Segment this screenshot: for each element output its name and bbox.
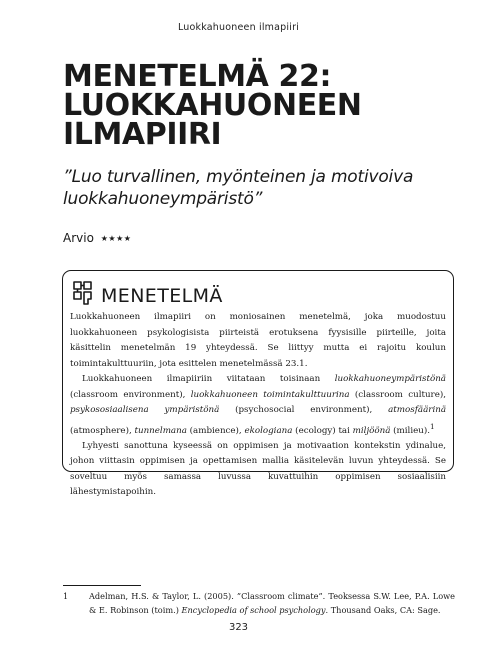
chapter-title-line: MENETELMÄ 22: bbox=[63, 59, 332, 94]
method-paragraph: Luokkahuoneen ilmapiiri on moniosainen menetelmä, joka muodostuu luokkahuoneen psykologisista piirteistä erotuksena fyysisille piirteille, joita käsittelin menetelmän 19 yhteydessä. Se liittyy mutta ei rajoitu koulun toimintakulttuuriin, jota esittelen menetelmässä 23.1. bbox=[70, 312, 446, 369]
method-box bbox=[62, 270, 454, 498]
chapter-subtitle bbox=[63, 166, 463, 210]
footnote-number: 1 bbox=[63, 591, 69, 601]
chapter-title-line: LUOKKAHUONEEN bbox=[63, 88, 362, 123]
method-heading: MENETELMÄ bbox=[101, 285, 223, 307]
rating-label: Arvio bbox=[63, 231, 94, 245]
running-head: Luokkahuoneen ilmapiiri bbox=[177, 22, 300, 33]
footnote-divider bbox=[63, 585, 141, 586]
subtitle-line: luokkahuoneympäristö” bbox=[63, 189, 263, 209]
rating bbox=[63, 231, 131, 245]
method-puzzle-icon bbox=[72, 280, 96, 306]
footnote-ref[interactable]: 1 bbox=[430, 421, 435, 431]
chapter-title bbox=[63, 59, 463, 152]
method-paragraph: Luokkahuoneen ilmapiiriin viitataan toisinaan luokkahuoneympäristönä (classroom environment), luokkahuoneen toimintakulttuurina (classroom culture), psykososiaalisena ympäristönä (psychosocial environment), atmosfäärinä (atmosphere), tunnelmana (ambience), ekologiana (ecology) tai miljöönä (milieu).$^1$ bbox=[70, 374, 447, 436]
method-paragraph: Lyhyesti sanottuna kyseessä on oppimisen ja motivaation kontekstin ydinalue, johon viittasin oppimisen ja opettamisen mallia käsitelevän luvun yhteydessä. Se soveltuu myös samassa luvussa kuvattuihin oppimisen sosiaalisiin lähestymistapoihin. bbox=[70, 440, 446, 498]
page-number: 323 bbox=[228, 622, 249, 633]
rating-stars: ★★★★ bbox=[100, 234, 132, 243]
footnote-text: Adelman, H.S. & Taylor, L. (2005). ”Classroom climate”. Teoksessa S.W. Lee, P.A. Lowe & E. Robinson (toim.) Encyclopedia of school psychology. Thousand Oaks, CA: Sage. bbox=[89, 591, 455, 615]
method-body bbox=[70, 310, 446, 501]
chapter-title-line: ILMAPIIRI bbox=[63, 117, 222, 152]
subtitle-line: ”Luo turvallinen, myönteinen ja motivoiva bbox=[63, 167, 414, 187]
footnote bbox=[63, 589, 455, 617]
